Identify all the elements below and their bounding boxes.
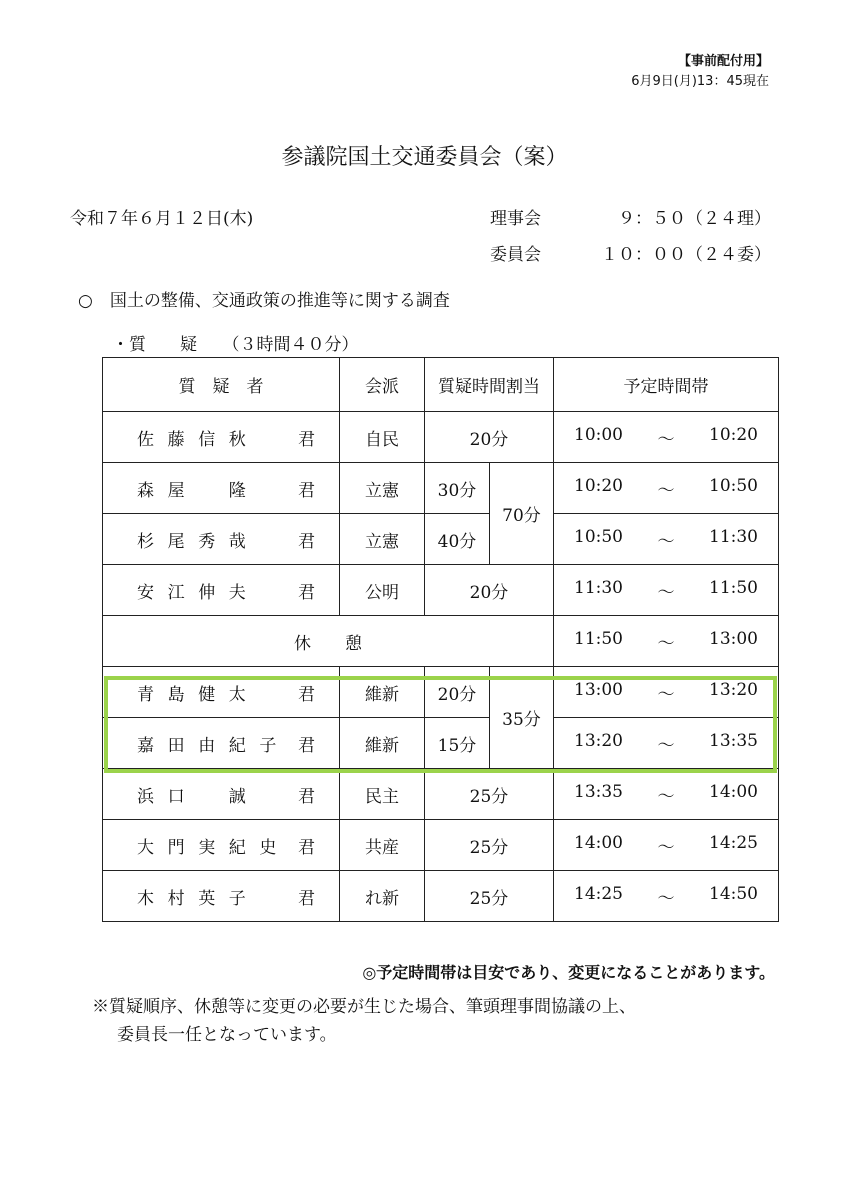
slot-separator: ～ xyxy=(657,888,675,909)
questioner-cell xyxy=(103,820,340,871)
honorific: 君 xyxy=(298,684,315,705)
questioner-name: 佐藤信秋 xyxy=(137,429,260,450)
committee-meeting-time: １０：００（２４委） xyxy=(601,245,771,265)
slot-end: 10:50 xyxy=(709,475,758,496)
time-slot-cell xyxy=(554,718,779,769)
honorific: 君 xyxy=(298,429,315,450)
honorific: 君 xyxy=(298,888,315,909)
time-slot-cell xyxy=(554,565,779,616)
questioner-name: 木村英子 xyxy=(137,888,260,909)
slot-start: 10:00 xyxy=(574,424,623,445)
minutes-cell: 25分 xyxy=(425,769,554,820)
questioner-cell xyxy=(103,412,340,463)
schedule-note: ◎予定時間帯は目安であり、変更になることがあります。 xyxy=(362,963,775,982)
honorific: 君 xyxy=(298,531,315,552)
slot-separator: ～ xyxy=(657,786,675,807)
time-slot-cell xyxy=(554,820,779,871)
time-slot-cell xyxy=(554,616,779,667)
board-meeting-time: ９：５０（２４理） xyxy=(618,209,771,229)
party-cell: 民主 xyxy=(340,769,425,820)
questioner-name: 森屋 隆 xyxy=(137,480,260,501)
slot-separator: ～ xyxy=(657,837,675,858)
table-row xyxy=(103,820,779,871)
meeting-date: 令和７年６月１２日(木) xyxy=(70,209,254,229)
table-row xyxy=(103,514,779,565)
party-cell: 維新 xyxy=(340,667,425,718)
minutes-cell: 30分 xyxy=(425,463,490,514)
party-cell: 共産 xyxy=(340,820,425,871)
party-cell: 自民 xyxy=(340,412,425,463)
minutes-cell: 25分 xyxy=(425,871,554,922)
slot-start: 14:00 xyxy=(574,832,623,853)
minutes-cell: 15分 xyxy=(425,718,490,769)
committee-meeting-label: 委員会 xyxy=(490,245,541,265)
questioner-cell xyxy=(103,463,340,514)
slot-start: 11:30 xyxy=(574,577,623,598)
table-row xyxy=(103,871,779,922)
party-cell: 維新 xyxy=(340,718,425,769)
slot-separator: ～ xyxy=(657,582,675,603)
questioner-cell xyxy=(103,871,340,922)
slot-end: 13:00 xyxy=(709,628,758,649)
header-party: 会派 xyxy=(340,358,425,412)
recess-cell: 休 憩 xyxy=(103,616,554,667)
header-time-slot: 予定時間帯 xyxy=(554,358,779,412)
time-slot-cell xyxy=(554,412,779,463)
questioner-cell xyxy=(103,667,340,718)
document-title: 参議院国土交通委員会（案） xyxy=(281,145,568,170)
minutes-cell: 20分 xyxy=(425,412,554,463)
time-slot-cell xyxy=(554,769,779,820)
board-meeting-label: 理事会 xyxy=(490,209,541,229)
questioner-cell xyxy=(103,718,340,769)
slot-separator: ～ xyxy=(657,531,675,552)
table-row xyxy=(103,412,779,463)
slot-end: 13:35 xyxy=(709,730,758,751)
slot-separator: ～ xyxy=(657,684,675,705)
questioner-name: 嘉田由紀子 xyxy=(137,735,290,756)
slot-end: 14:25 xyxy=(709,832,758,853)
questioner-name: 杉尾秀哉 xyxy=(137,531,260,552)
change-note-line1: ※質疑順序、休憩等に変更の必要が生じた場合、筆頭理事間協議の上、 xyxy=(92,997,636,1017)
slot-separator: ～ xyxy=(657,480,675,501)
time-slot-cell xyxy=(554,463,779,514)
table-row xyxy=(103,769,779,820)
slot-separator: ～ xyxy=(657,735,675,756)
slot-end: 13:20 xyxy=(709,679,758,700)
slot-start: 10:50 xyxy=(574,526,623,547)
slot-end: 10:20 xyxy=(709,424,758,445)
slot-end: 14:50 xyxy=(709,883,758,904)
slot-end: 11:30 xyxy=(709,526,758,547)
slot-separator: ～ xyxy=(657,633,675,654)
table-header-row xyxy=(103,358,779,412)
group-minutes-cell: 70分 xyxy=(490,463,554,565)
questioning-schedule-table xyxy=(102,357,779,922)
party-cell: 立憲 xyxy=(340,514,425,565)
time-slot-cell xyxy=(554,871,779,922)
party-cell: 立憲 xyxy=(340,463,425,514)
time-slot-cell xyxy=(554,514,779,565)
party-cell: れ新 xyxy=(340,871,425,922)
table-row xyxy=(103,667,779,718)
qa-heading: ・質 疑 （３時間４０分） xyxy=(112,335,359,355)
table-row xyxy=(103,463,779,514)
honorific: 君 xyxy=(298,582,315,603)
change-note-line2: 委員長一任となっています。 xyxy=(117,1025,337,1045)
table-row xyxy=(103,718,779,769)
minutes-cell: 20分 xyxy=(425,667,490,718)
questioner-cell xyxy=(103,769,340,820)
honorific: 君 xyxy=(298,837,315,858)
table-row xyxy=(103,565,779,616)
as-of-timestamp: 6月9日(月)13：45現在 xyxy=(631,74,769,89)
questioner-name: 青島健太 xyxy=(137,684,260,705)
slot-end: 14:00 xyxy=(709,781,758,802)
honorific: 君 xyxy=(298,480,315,501)
honorific: 君 xyxy=(298,786,315,807)
slot-start: 13:00 xyxy=(574,679,623,700)
slot-start: 14:25 xyxy=(574,883,623,904)
party-cell: 公明 xyxy=(340,565,425,616)
time-slot-cell xyxy=(554,667,779,718)
slot-end: 11:50 xyxy=(709,577,758,598)
questioner-cell xyxy=(103,565,340,616)
group-minutes-cell: 35分 xyxy=(490,667,554,769)
header-questioner: 質 疑 者 xyxy=(103,358,340,412)
minutes-cell: 25分 xyxy=(425,820,554,871)
distribution-stamp: 【事前配付用】 xyxy=(677,54,769,69)
slot-start: 13:35 xyxy=(574,781,623,802)
recess-row xyxy=(103,616,779,667)
slot-start: 11:50 xyxy=(574,628,623,649)
honorific: 君 xyxy=(298,735,315,756)
header-allocation: 質疑時間割当 xyxy=(425,358,554,412)
slot-start: 13:20 xyxy=(574,730,623,751)
questioner-name: 浜口 誠 xyxy=(137,786,260,807)
agenda-topic: ○ 国土の整備、交通政策の推進等に関する調査 xyxy=(78,291,450,311)
questioner-name: 安江伸夫 xyxy=(137,582,260,603)
minutes-cell: 20分 xyxy=(425,565,554,616)
slot-separator: ～ xyxy=(657,429,675,450)
slot-start: 10:20 xyxy=(574,475,623,496)
questioner-name: 大門実紀史 xyxy=(137,837,290,858)
minutes-cell: 40分 xyxy=(425,514,490,565)
questioner-cell xyxy=(103,514,340,565)
